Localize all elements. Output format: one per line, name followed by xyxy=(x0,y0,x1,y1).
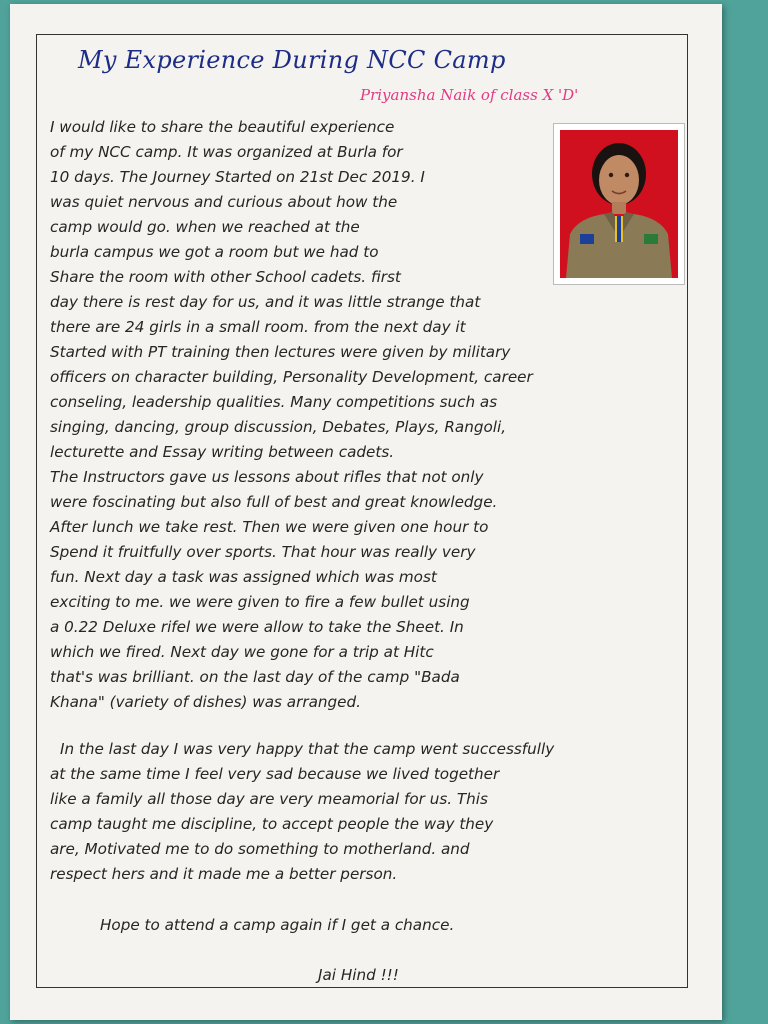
essay-line: were foscinating but also full of best and great knowledge. xyxy=(50,493,498,511)
student-portrait-photo-icon xyxy=(560,130,678,278)
page-title: My Experience During NCC Camp xyxy=(78,46,506,74)
essay-line: that's was brilliant. on the last day of the camp "Bada xyxy=(50,668,460,686)
essay-line: there are 24 girls in a small room. from the next day it xyxy=(50,318,466,336)
essay-line: day there is rest day for us, and it was little strange that xyxy=(50,293,481,311)
essay-line: 10 days. The Journey Started on 21st Dec 2019. I xyxy=(50,168,425,186)
essay-line: which we fired. Next day we gone for a trip at Hitc xyxy=(50,643,434,661)
essay-line: a 0.22 Deluxe rifel we were allow to take the Sheet. In xyxy=(50,618,464,636)
essay-line: respect hers and it made me a better person. xyxy=(50,865,398,883)
author-line: Priyansha Naik of class X 'D' xyxy=(360,86,579,104)
essay-line: camp taught me discipline, to accept people the way they xyxy=(50,815,494,833)
essay-line: The Instructors gave us lessons about rifles that not only xyxy=(50,468,484,486)
essay-line: I would like to share the beautiful experience xyxy=(50,118,395,136)
essay-line: are, Motivated me to do something to motherland. and xyxy=(50,840,470,858)
essay-line: exciting to me. we were given to fire a few bullet using xyxy=(50,593,470,611)
essay-line: lecturette and Essay writing between cadets. xyxy=(50,443,395,461)
student-photo xyxy=(553,123,685,285)
essay-line: burla campus we got a room but we had to xyxy=(50,243,379,261)
portrait-drawing xyxy=(560,130,678,278)
essay-line: After lunch we take rest. Then we were given one hour to xyxy=(50,518,489,536)
essay-line: singing, dancing, group discussion, Debates, Plays, Rangoli, xyxy=(50,418,507,436)
essay-line: at the same time I feel very sad because we lived together xyxy=(50,765,500,783)
essay-line: Started with PT training then lectures were given by military xyxy=(50,343,511,361)
essay-line: was quiet nervous and curious about how the xyxy=(50,193,398,211)
essay-line: camp would go. when we reached at the xyxy=(50,218,360,236)
essay-line: of my NCC camp. It was organized at Burla for xyxy=(50,143,403,161)
closing-line: Hope to attend a camp again if I get a chance. xyxy=(100,916,455,934)
essay-line: Share the room with other School cadets. first xyxy=(50,268,401,286)
essay-line: In the last day I was very happy that the camp went successfully xyxy=(60,740,555,758)
essay-line: conseling, leadership qualities. Many competitions such as xyxy=(50,393,498,411)
essay-line: officers on character building, Personality Development, career xyxy=(50,368,533,386)
sign-off: Jai Hind !!! xyxy=(318,966,399,984)
essay-line: Khana" (variety of dishes) was arranged. xyxy=(50,693,361,711)
essay-line: Spend it fruitfully over sports. That hour was really very xyxy=(50,543,476,561)
essay-line: like a family all those day are very meamorial for us. This xyxy=(50,790,488,808)
essay-line: fun. Next day a task was assigned which was most xyxy=(50,568,437,586)
